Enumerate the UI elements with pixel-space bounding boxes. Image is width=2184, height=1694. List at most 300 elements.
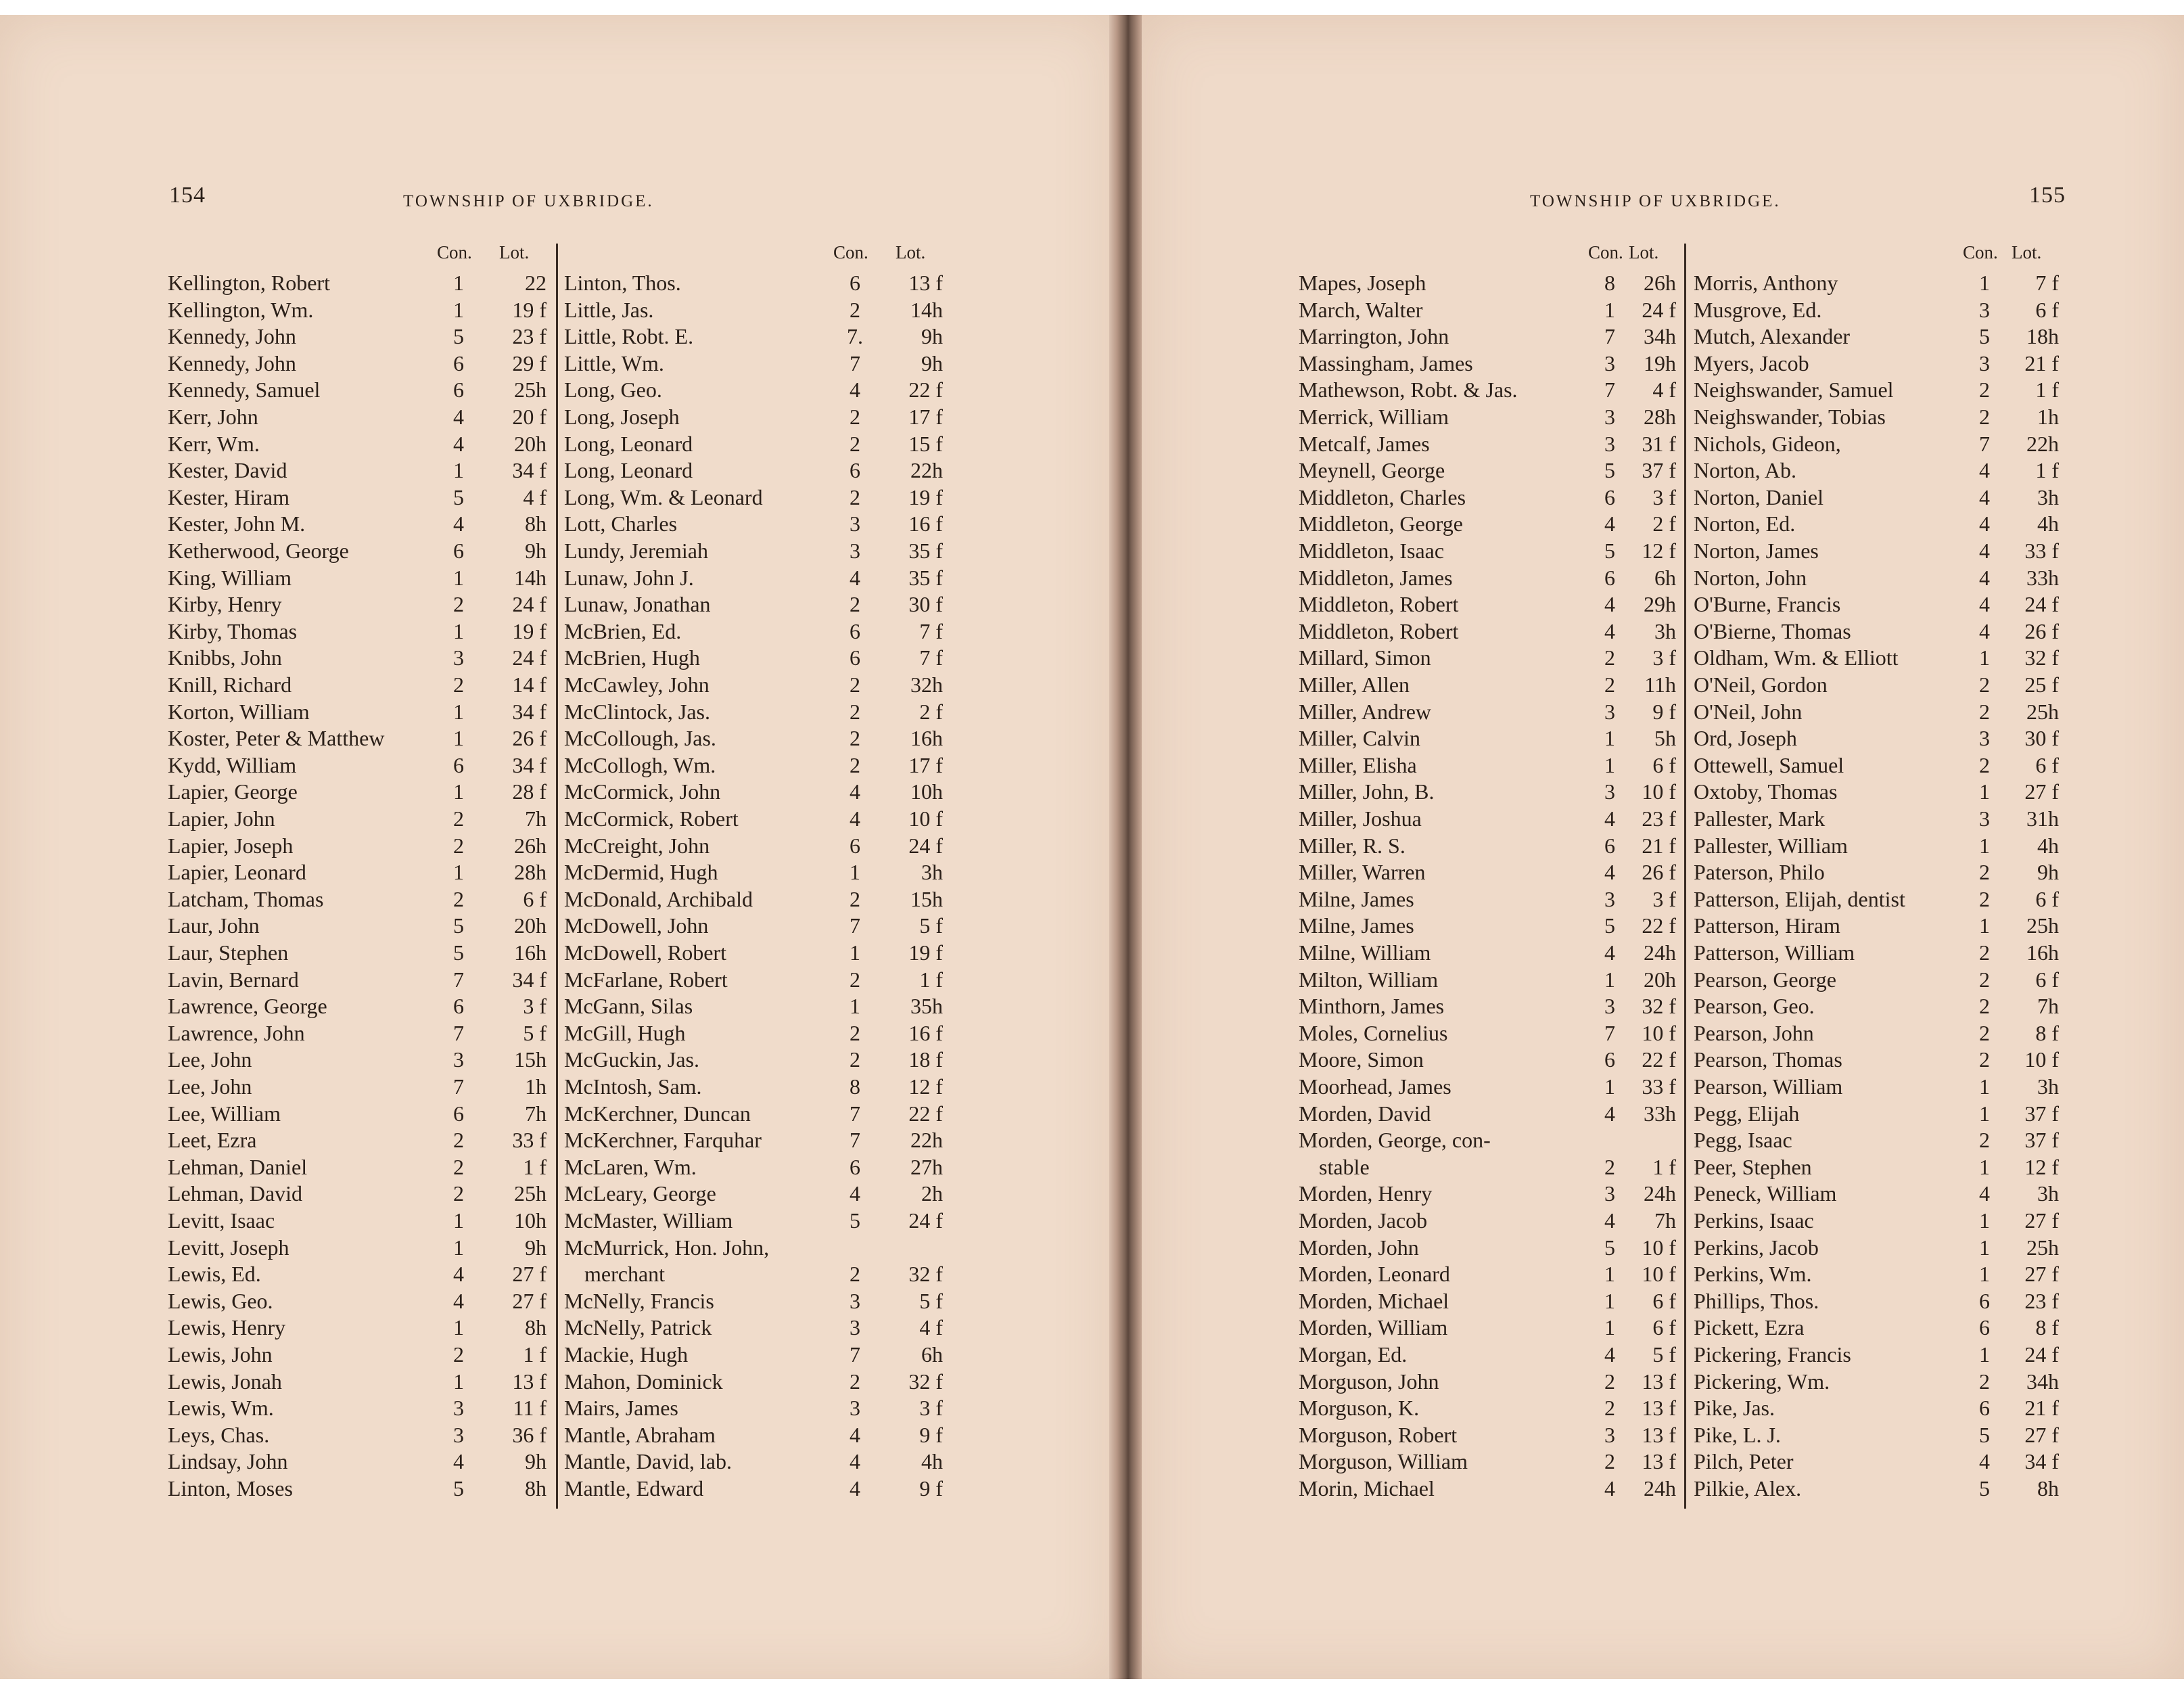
lot-number: 32 f [908,1262,943,1287]
lot-number: 6 f [1652,1315,1676,1340]
resident-name: Neighswander, Tobias [1694,405,1886,429]
lot-number: 22 [525,271,547,295]
lot-number: 7h [525,806,547,831]
concession-number: 4 [453,1449,464,1474]
lot-number: 9h [525,1235,547,1260]
resident-name: Perkins, Jacob [1694,1235,1819,1260]
lot-number: 7h [2037,994,2059,1019]
lot-number: 1 f [2035,458,2059,483]
lot-number: 1h [2037,405,2059,429]
concession-number: 5 [850,1208,860,1233]
lot-number: 32 f [908,1369,943,1394]
resident-name: Pearson, William [1694,1074,1843,1099]
resident-name: Pickett, Ezra [1694,1315,1805,1340]
concession-number: 1 [1979,833,1990,858]
concession-number: 1 [453,1315,464,1340]
lot-number: 28h [1644,405,1676,429]
resident-name: Musgrove, Ed. [1694,297,1822,322]
lot-number: 3h [921,860,943,885]
concession-number: 4 [1979,618,1990,643]
lot-number: 22 f [1642,1047,1676,1072]
lot-number: 6 f [523,886,547,911]
concession-number: 1 [453,271,464,295]
resident-name: Middleton, Robert [1299,592,1459,617]
concession-number: 4 [1604,1208,1615,1233]
concession-number: 1 [453,1208,464,1233]
concession-number: 3 [1604,350,1615,375]
resident-name: Morden, William [1299,1315,1448,1340]
lot-number: 5h [1654,726,1676,751]
resident-name: McFarlane, Robert [564,967,728,992]
lot-number: 9h [2037,860,2059,885]
resident-name: Long, Leonard [564,431,693,456]
lot-number: 24h [1644,1181,1676,1206]
resident-name: Pearson, Thomas [1694,1047,1842,1072]
lot-number: 4 f [919,1315,943,1340]
lot-number: 26h [1644,271,1676,295]
lot-number: 24 f [1642,297,1676,322]
resident-name: Levitt, Isaac [168,1208,275,1233]
lot-number: 31 f [1642,431,1676,456]
resident-name: Kester, John M. [168,511,306,536]
concession-number: 3 [850,1315,860,1340]
concession-number: 1 [1979,1342,1990,1367]
resident-name: Leys, Chas. [168,1422,270,1447]
concession-number: 6 [1604,484,1615,509]
concession-number: 2 [1979,1128,1990,1153]
lot-number: 3h [2037,1181,2059,1206]
resident-name: Morguson, Robert [1299,1422,1458,1447]
resident-name: O'Neil, John [1694,699,1803,724]
concession-number: 1 [453,618,464,643]
concession-number: 2 [1604,1369,1615,1394]
resident-name: McCreight, John [564,833,710,858]
resident-name: Marrington, John [1299,324,1449,349]
resident-name: Morguson, William [1299,1449,1468,1474]
running-head: TOWNSHIP OF UXBRIDGE. [403,192,654,210]
resident-name: Patterson, Elijah, dentist [1694,886,1905,911]
resident-name: Neighswander, Samuel [1694,377,1894,403]
lot-number: 21 f [2024,1396,2059,1421]
lot-number: 19 f [908,940,943,965]
lot-number: 12 f [908,1074,943,1099]
resident-name: Mathewson, Robt. & Jas. [1299,377,1518,403]
lot-number: 37 f [2024,1101,2059,1126]
resident-name: Norton, Ed. [1694,511,1796,536]
lot-number: 4h [2037,833,2059,858]
concession-number: 4 [453,1288,464,1313]
concession-number: 2 [850,1262,860,1287]
lot-number: 7 f [919,645,943,670]
lot-number: 9h [525,539,547,563]
concession-number: 3 [1604,405,1615,429]
resident-name: Knill, Richard [168,672,292,697]
lot-number: 21 f [2024,350,2059,375]
lot-number: 26 f [512,726,547,751]
concession-number: 1 [1604,297,1615,322]
concession-number: 4 [1604,806,1615,831]
lot-number: 12 f [2024,1154,2059,1179]
concession-number: 3 [1979,806,1990,831]
concession-number: 3 [1604,779,1615,804]
resident-name: McMurrick, Hon. John, [564,1235,770,1260]
lot-number: 1 f [523,1342,547,1367]
concession-number: 8 [1604,271,1615,295]
resident-name: King, William [168,565,292,590]
concession-number: 2 [850,1047,860,1072]
concession-number: 7 [1604,1020,1615,1045]
resident-name: Linton, Moses [168,1476,293,1501]
resident-name: Lee, William [168,1101,281,1126]
resident-name: Minthorn, James [1299,994,1445,1019]
lot-number: 13 f [1642,1396,1676,1421]
resident-name: Knibbs, John [168,645,282,670]
lot-number: 13 f [512,1369,547,1394]
concession-number: 1 [453,1235,464,1260]
lot-number: 11 f [513,1396,547,1421]
lot-number: 29 f [512,350,547,375]
resident-name: Middleton, Isaac [1299,539,1445,563]
resident-name: Lewis, Henry [168,1315,286,1340]
concession-number: 2 [1979,1020,1990,1045]
resident-name: Little, Wm. [564,350,664,375]
lot-number: 34 f [512,699,547,724]
lot-number: 9h [921,324,943,349]
lot-number: 27 f [2024,1262,2059,1287]
resident-name: Pike, L. J. [1694,1422,1781,1447]
resident-name: Moore, Simon [1299,1047,1424,1072]
column-header-con: Con. [1963,242,1998,262]
concession-number: 7 [1604,324,1615,349]
concession-number: 4 [850,806,860,831]
resident-name: Lunaw, John J. [564,565,694,590]
concession-number: 2 [1604,1396,1615,1421]
concession-number: 6 [453,350,464,375]
resident-name: Lewis, Ed. [168,1262,261,1287]
concession-number: 5 [1604,539,1615,563]
resident-name: McClintock, Jas. [564,699,710,724]
lot-number: 27 f [2024,1208,2059,1233]
concession-number: 3 [453,1422,464,1447]
resident-name: Miller, R. S. [1299,833,1405,858]
lot-number: 16h [514,940,547,965]
concession-number: 2 [1979,967,1990,992]
resident-name: Lapier, Leonard [168,860,306,885]
resident-name: Lawrence, John [168,1020,305,1045]
lot-number: 22h [910,1128,943,1153]
resident-name: McCormick, Robert [564,806,739,831]
concession-number: 2 [453,806,464,831]
lot-number: 35 f [908,539,943,563]
concession-number: 5 [453,1476,464,1501]
concession-number: 5 [1604,1235,1615,1260]
lot-number: 27 f [512,1288,547,1313]
resident-name: McCawley, John [564,672,710,697]
right-page [1142,15,2184,1679]
resident-name: Lawrence, George [168,994,327,1019]
lot-number: 20h [514,913,547,938]
concession-number: 6 [850,458,860,483]
concession-number: 1 [1604,1074,1615,1099]
resident-name: Miller, Joshua [1299,806,1422,831]
concession-number: 2 [453,592,464,617]
resident-name: Korton, William [168,699,310,724]
lot-number: 1 f [1652,1154,1676,1179]
lot-number: 24 f [512,645,547,670]
concession-number: 1 [453,297,464,322]
lot-number: 15h [514,1047,547,1072]
resident-name: McIntosh, Sam. [564,1074,702,1099]
concession-number: 6 [850,645,860,670]
concession-number: 4 [1604,511,1615,536]
lot-number: 6 f [2035,297,2059,322]
concession-number: 2 [850,752,860,777]
concession-number: 7 [453,1074,464,1099]
resident-name: Lapier, John [168,806,275,831]
concession-number: 5 [453,484,464,509]
concession-number: 6 [1604,565,1615,590]
lot-number: 9 f [1652,699,1676,724]
resident-name: Little, Jas. [564,297,654,322]
lot-number: 8h [525,511,547,536]
concession-number: 7 [453,1020,464,1045]
lot-number: 17 f [908,405,943,429]
concession-number: 2 [1979,994,1990,1019]
concession-number: 1 [850,860,860,885]
lot-number: 13 f [1642,1369,1676,1394]
lot-number: 14 f [512,672,547,697]
concession-number: 2 [1979,377,1990,403]
concession-number: 2 [850,431,860,456]
resident-name: Kester, David [168,458,287,483]
lot-number: 1 f [919,967,943,992]
lot-number: 32 f [1642,994,1676,1019]
resident-name: Morden, Henry [1299,1181,1433,1206]
resident-name: Pegg, Isaac [1694,1128,1792,1153]
column-header-con: Con. [833,242,868,262]
lot-number: 24 f [908,833,943,858]
resident-name: Oldham, Wm. & Elliott [1694,645,1899,670]
concession-number: 3 [453,1396,464,1421]
resident-name: Lott, Charles [564,511,678,536]
lot-number: 1h [525,1074,547,1099]
lot-number: 5 f [1652,1342,1676,1367]
concession-number: 3 [1604,1181,1615,1206]
concession-number: 7 [1979,431,1990,456]
concession-number: 6 [453,752,464,777]
concession-number: 2 [850,297,860,322]
resident-name: Lapier, George [168,779,298,804]
concession-number: 3 [850,1288,860,1313]
column-rule [556,244,558,1509]
resident-name: Lee, John [168,1047,252,1072]
concession-number: 1 [1979,1262,1990,1287]
concession-number: 1 [1604,752,1615,777]
resident-name: Miller, Andrew [1299,699,1432,724]
lot-number: 24 f [2024,1342,2059,1367]
lot-number: 16 f [908,511,943,536]
resident-name: Morguson, K. [1299,1396,1420,1421]
lot-number: 3 f [523,994,547,1019]
lot-number: 35h [910,994,943,1019]
concession-number: 7 [1604,377,1615,403]
concession-number: 1 [1979,1208,1990,1233]
resident-name: Norton, Ab. [1694,458,1796,483]
lot-number: 17 f [908,752,943,777]
resident-name: Pearson, Geo. [1694,994,1815,1019]
lot-number: 1 f [523,1154,547,1179]
lot-number: 5 f [919,1288,943,1313]
lot-number: 33h [1644,1101,1676,1126]
lot-number: 13 f [908,271,943,295]
lot-number: 30 f [2024,726,2059,751]
resident-name: McKerchner, Duncan [564,1101,751,1126]
resident-name: merchant [584,1262,666,1287]
lot-number: 29h [1644,592,1676,617]
lot-number: 4h [2037,511,2059,536]
concession-number: 2 [850,1020,860,1045]
lot-number: 3 f [919,1396,943,1421]
resident-name: Morden, Michael [1299,1288,1449,1313]
resident-name: Pearson, George [1694,967,1836,992]
concession-number: 6 [453,994,464,1019]
resident-name: Kerr, Wm. [168,431,260,456]
lot-number: 11h [1644,672,1676,697]
resident-name: Nichols, Gideon, [1694,431,1841,456]
lot-number: 10h [910,779,943,804]
concession-number: 4 [1604,592,1615,617]
lot-number: 26h [514,833,547,858]
lot-number: 22h [2026,431,2059,456]
lot-number: 7 f [2035,271,2059,295]
concession-number: 1 [1979,913,1990,938]
lot-number: 10 f [2024,1047,2059,1072]
concession-number: 1 [453,779,464,804]
concession-number: 2 [850,672,860,697]
concession-number: 7 [850,913,860,938]
concession-number: 4 [1979,539,1990,563]
resident-name: O'Burne, Francis [1694,592,1841,617]
resident-name: Perkins, Wm. [1694,1262,1812,1287]
concession-number: 2 [1604,645,1615,670]
lot-number: 19 f [512,297,547,322]
lot-number: 25h [2026,699,2059,724]
resident-name: Ketherwood, George [168,539,349,563]
lot-number: 10 f [908,806,943,831]
concession-number: 5 [453,940,464,965]
resident-name: Peneck, William [1694,1181,1837,1206]
resident-name: Mantle, Abraham [564,1422,716,1447]
concession-number: 1 [453,699,464,724]
lot-number: 6 f [2035,967,2059,992]
resident-name: Massingham, James [1299,350,1473,375]
resident-name: Middleton, Robert [1299,618,1459,643]
resident-name: McGill, Hugh [564,1020,686,1045]
resident-name: Long, Geo. [564,377,662,403]
resident-name: Milne, James [1299,886,1414,911]
lot-number: 8h [2037,1476,2059,1501]
lot-number: 33h [2026,565,2059,590]
resident-name: Pilch, Peter [1694,1449,1794,1474]
concession-number: 1 [453,458,464,483]
resident-name: Moles, Cornelius [1299,1020,1448,1045]
lot-number: 28h [514,860,547,885]
lot-number: 6 f [1652,1288,1676,1313]
lot-number: 23 f [512,324,547,349]
lot-number: 9 f [919,1422,943,1447]
lot-number: 6 f [1652,752,1676,777]
resident-name: Peer, Stephen [1694,1154,1812,1179]
concession-number: 5 [453,913,464,938]
lot-number: 22 f [908,1101,943,1126]
lot-number: 27 f [512,1262,547,1287]
resident-name: Long, Wm. & Leonard [564,484,763,509]
resident-name: Morden, Leonard [1299,1262,1450,1287]
concession-number: 4 [850,1422,860,1447]
resident-name: Morden, John [1299,1235,1419,1260]
concession-number: 2 [850,967,860,992]
concession-number: 4 [453,405,464,429]
concession-number: 1 [850,940,860,965]
resident-name: Pilkie, Alex. [1694,1476,1802,1501]
resident-name: Lewis, John [168,1342,273,1367]
lot-number: 19 f [908,484,943,509]
concession-number: 5 [1604,913,1615,938]
concession-number: 4 [453,1262,464,1287]
resident-name: Paterson, Philo [1694,860,1825,885]
running-head: TOWNSHIP OF UXBRIDGE. [1530,192,1781,210]
concession-number: 3 [1979,726,1990,751]
resident-name: Mutch, Alexander [1694,324,1851,349]
resident-name: Morris, Anthony [1694,271,1838,295]
concession-number: 1 [1979,1154,1990,1179]
resident-name: Kirby, Henry [168,592,282,617]
resident-name: Lapier, Joseph [168,833,294,858]
resident-name: McDermid, Hugh [564,860,718,885]
concession-number: 2 [1979,752,1990,777]
lot-number: 34h [1644,324,1676,349]
concession-number: 1 [453,565,464,590]
lot-number: 9 f [919,1476,943,1501]
concession-number: 1 [1979,1074,1990,1099]
resident-name: Kennedy, John [168,324,296,349]
concession-number: 2 [850,699,860,724]
lot-number: 24 f [908,1208,943,1233]
concession-number: 7 [850,1101,860,1126]
resident-name: Mairs, James [564,1396,678,1421]
lot-number: 2 f [919,699,943,724]
lot-number: 24h [1644,1476,1676,1501]
resident-name: Miller, Warren [1299,860,1426,885]
lot-number: 5 f [919,913,943,938]
page-number: 155 [2029,183,2066,208]
resident-name: Miller, John, B. [1299,779,1435,804]
concession-number: 3 [1979,297,1990,322]
concession-number: 4 [850,1449,860,1474]
resident-name: Kennedy, John [168,350,296,375]
column-header-con: Con. [1588,242,1623,262]
resident-name: Norton, John [1694,565,1807,590]
concession-number: 2 [453,1128,464,1153]
concession-number: 4 [1604,940,1615,965]
resident-name: Long, Joseph [564,405,680,429]
resident-name: Moorhead, James [1299,1074,1451,1099]
lot-number: 33 f [2024,539,2059,563]
concession-number: 6 [850,833,860,858]
resident-name: McLaren, Wm. [564,1154,697,1179]
resident-name: Perkins, Isaac [1694,1208,1814,1233]
resident-name: McNelly, Patrick [564,1315,712,1340]
